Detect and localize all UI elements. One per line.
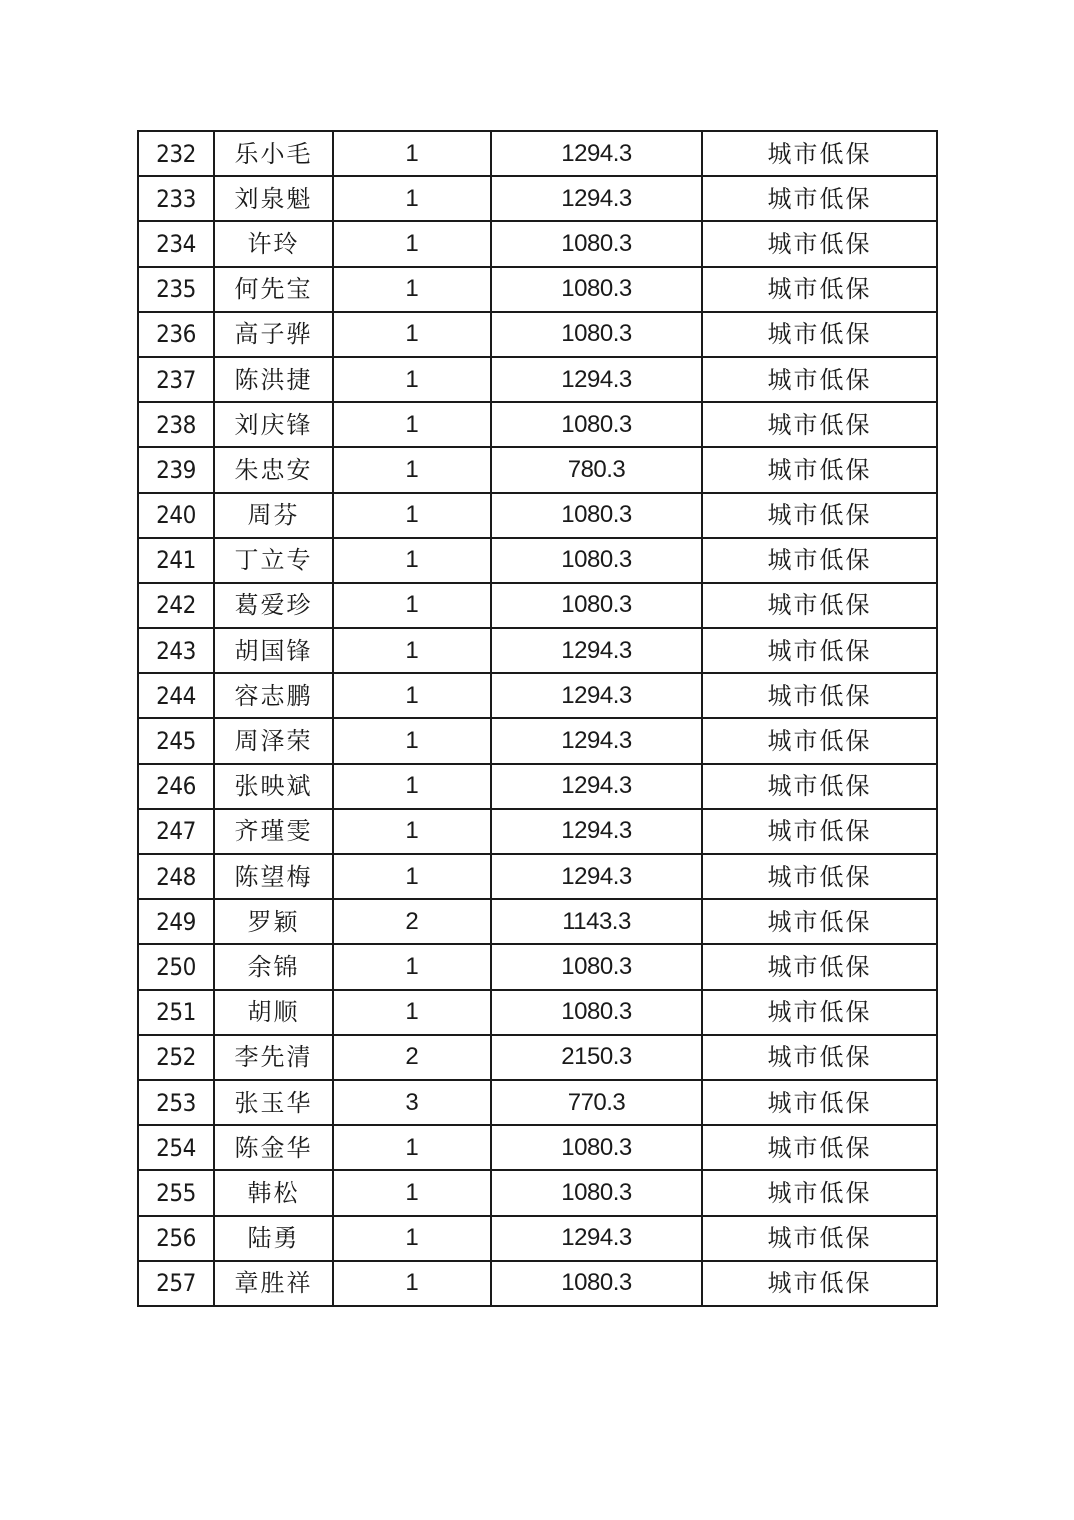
table-row [138, 312, 937, 357]
row-number-cell: 245 [138, 718, 214, 763]
household-count-cell: 3 [333, 1080, 491, 1125]
amount-cell: 1080.3 [491, 990, 702, 1035]
table-row [138, 990, 937, 1035]
name-cell: 陈金华 [214, 1125, 333, 1170]
row-number-cell: 246 [138, 764, 214, 809]
household-count-cell: 1 [333, 990, 491, 1035]
amount-cell: 2150.3 [491, 1035, 702, 1080]
assistance-type-cell: 城市低保 [702, 312, 937, 357]
amount-cell: 1294.3 [491, 1216, 702, 1261]
row-number-cell: 253 [138, 1080, 214, 1125]
row-number-cell: 254 [138, 1125, 214, 1170]
household-count-cell: 1 [333, 131, 491, 176]
assistance-type-cell: 城市低保 [702, 1125, 937, 1170]
row-number-cell: 241 [138, 538, 214, 583]
name-cell: 高子骅 [214, 312, 333, 357]
name-cell: 章胜祥 [214, 1261, 333, 1306]
row-number-cell: 251 [138, 990, 214, 1035]
amount-cell: 1080.3 [491, 1261, 702, 1306]
name-cell: 罗颖 [214, 899, 333, 944]
assistance-type-cell: 城市低保 [702, 538, 937, 583]
table-row [138, 583, 937, 628]
assistance-type-cell: 城市低保 [702, 1035, 937, 1080]
amount-cell: 1294.3 [491, 764, 702, 809]
assistance-type-cell: 城市低保 [702, 221, 937, 266]
household-count-cell: 1 [333, 628, 491, 673]
table-row [138, 854, 937, 899]
table-row [138, 1216, 937, 1261]
household-count-cell: 1 [333, 764, 491, 809]
row-number-cell: 236 [138, 312, 214, 357]
amount-cell: 1080.3 [491, 402, 702, 447]
table-row [138, 402, 937, 447]
household-count-cell: 1 [333, 493, 491, 538]
name-cell: 刘庆锋 [214, 402, 333, 447]
name-cell: 胡顺 [214, 990, 333, 1035]
name-cell: 葛爱珍 [214, 583, 333, 628]
roster-table-body [138, 131, 937, 1306]
name-cell: 胡国锋 [214, 628, 333, 673]
household-count-cell: 2 [333, 899, 491, 944]
assistance-type-cell: 城市低保 [702, 1080, 937, 1125]
name-cell: 何先宝 [214, 267, 333, 312]
name-cell: 陈洪捷 [214, 357, 333, 402]
assistance-type-cell: 城市低保 [702, 764, 937, 809]
row-number-cell: 234 [138, 221, 214, 266]
amount-cell: 1294.3 [491, 628, 702, 673]
assistance-type-cell: 城市低保 [702, 718, 937, 763]
name-cell: 陈望梅 [214, 854, 333, 899]
assistance-type-cell: 城市低保 [702, 809, 937, 854]
assistance-type-cell: 城市低保 [702, 1170, 937, 1215]
amount-cell: 1294.3 [491, 131, 702, 176]
name-cell: 周芬 [214, 493, 333, 538]
household-count-cell: 1 [333, 718, 491, 763]
name-cell: 朱忠安 [214, 447, 333, 492]
assistance-type-cell: 城市低保 [702, 1261, 937, 1306]
row-number-cell: 255 [138, 1170, 214, 1215]
table-row [138, 1080, 937, 1125]
household-count-cell: 1 [333, 221, 491, 266]
amount-cell: 1080.3 [491, 1170, 702, 1215]
row-number-cell: 239 [138, 447, 214, 492]
table-row [138, 493, 937, 538]
row-number-cell: 238 [138, 402, 214, 447]
household-count-cell: 1 [333, 447, 491, 492]
name-cell: 余锦 [214, 944, 333, 989]
amount-cell: 780.3 [491, 447, 702, 492]
table-row [138, 447, 937, 492]
household-count-cell: 1 [333, 402, 491, 447]
row-number-cell: 249 [138, 899, 214, 944]
name-cell: 许玲 [214, 221, 333, 266]
table-row [138, 267, 937, 312]
amount-cell: 1080.3 [491, 312, 702, 357]
row-number-cell: 257 [138, 1261, 214, 1306]
table-row [138, 673, 937, 718]
assistance-type-cell: 城市低保 [702, 267, 937, 312]
assistance-type-cell: 城市低保 [702, 899, 937, 944]
household-count-cell: 1 [333, 1170, 491, 1215]
household-count-cell: 2 [333, 1035, 491, 1080]
amount-cell: 1294.3 [491, 357, 702, 402]
household-count-cell: 1 [333, 809, 491, 854]
assistance-type-cell: 城市低保 [702, 944, 937, 989]
name-cell: 张映斌 [214, 764, 333, 809]
table-row [138, 131, 937, 176]
table-row [138, 628, 937, 673]
household-count-cell: 1 [333, 312, 491, 357]
household-count-cell: 1 [333, 538, 491, 583]
name-cell: 容志鹏 [214, 673, 333, 718]
table-row [138, 944, 937, 989]
table-row [138, 357, 937, 402]
row-number-cell: 256 [138, 1216, 214, 1261]
row-number-cell: 232 [138, 131, 214, 176]
name-cell: 陆勇 [214, 1216, 333, 1261]
assistance-type-cell: 城市低保 [702, 673, 937, 718]
household-count-cell: 1 [333, 1261, 491, 1306]
amount-cell: 1294.3 [491, 176, 702, 221]
row-number-cell: 247 [138, 809, 214, 854]
amount-cell: 1080.3 [491, 221, 702, 266]
assistance-type-cell: 城市低保 [702, 402, 937, 447]
household-count-cell: 1 [333, 267, 491, 312]
table-row [138, 1261, 937, 1306]
assistance-type-cell: 城市低保 [702, 854, 937, 899]
household-count-cell: 1 [333, 1216, 491, 1261]
amount-cell: 1143.3 [491, 899, 702, 944]
name-cell: 周泽荣 [214, 718, 333, 763]
amount-cell: 770.3 [491, 1080, 702, 1125]
assistance-type-cell: 城市低保 [702, 357, 937, 402]
table-row [138, 764, 937, 809]
table-row [138, 221, 937, 266]
amount-cell: 1080.3 [491, 538, 702, 583]
assistance-type-cell: 城市低保 [702, 447, 937, 492]
amount-cell: 1080.3 [491, 583, 702, 628]
row-number-cell: 242 [138, 583, 214, 628]
row-number-cell: 237 [138, 357, 214, 402]
household-count-cell: 1 [333, 944, 491, 989]
assistance-type-cell: 城市低保 [702, 1216, 937, 1261]
assistance-type-cell: 城市低保 [702, 628, 937, 673]
household-count-cell: 1 [333, 854, 491, 899]
row-number-cell: 248 [138, 854, 214, 899]
row-number-cell: 252 [138, 1035, 214, 1080]
table-row [138, 1125, 937, 1170]
assistance-type-cell: 城市低保 [702, 493, 937, 538]
name-cell: 丁立专 [214, 538, 333, 583]
assistance-roster-table [137, 130, 938, 1307]
row-number-cell: 250 [138, 944, 214, 989]
table-row [138, 176, 937, 221]
household-count-cell: 1 [333, 1125, 491, 1170]
name-cell: 李先清 [214, 1035, 333, 1080]
table-row [138, 899, 937, 944]
row-number-cell: 240 [138, 493, 214, 538]
amount-cell: 1294.3 [491, 718, 702, 763]
row-number-cell: 233 [138, 176, 214, 221]
amount-cell: 1294.3 [491, 854, 702, 899]
household-count-cell: 1 [333, 583, 491, 628]
table-row [138, 809, 937, 854]
amount-cell: 1080.3 [491, 493, 702, 538]
household-count-cell: 1 [333, 176, 491, 221]
name-cell: 韩松 [214, 1170, 333, 1215]
table-row [138, 1170, 937, 1215]
table-row [138, 718, 937, 763]
amount-cell: 1294.3 [491, 809, 702, 854]
table-row [138, 538, 937, 583]
assistance-type-cell: 城市低保 [702, 990, 937, 1035]
name-cell: 张玉华 [214, 1080, 333, 1125]
assistance-type-cell: 城市低保 [702, 583, 937, 628]
row-number-cell: 243 [138, 628, 214, 673]
household-count-cell: 1 [333, 357, 491, 402]
name-cell: 刘泉魁 [214, 176, 333, 221]
assistance-type-cell: 城市低保 [702, 176, 937, 221]
name-cell: 乐小毛 [214, 131, 333, 176]
assistance-type-cell: 城市低保 [702, 131, 937, 176]
name-cell: 齐瑾雯 [214, 809, 333, 854]
household-count-cell: 1 [333, 673, 491, 718]
row-number-cell: 235 [138, 267, 214, 312]
amount-cell: 1294.3 [491, 673, 702, 718]
amount-cell: 1080.3 [491, 944, 702, 989]
row-number-cell: 244 [138, 673, 214, 718]
amount-cell: 1080.3 [491, 267, 702, 312]
table-row [138, 1035, 937, 1080]
amount-cell: 1080.3 [491, 1125, 702, 1170]
